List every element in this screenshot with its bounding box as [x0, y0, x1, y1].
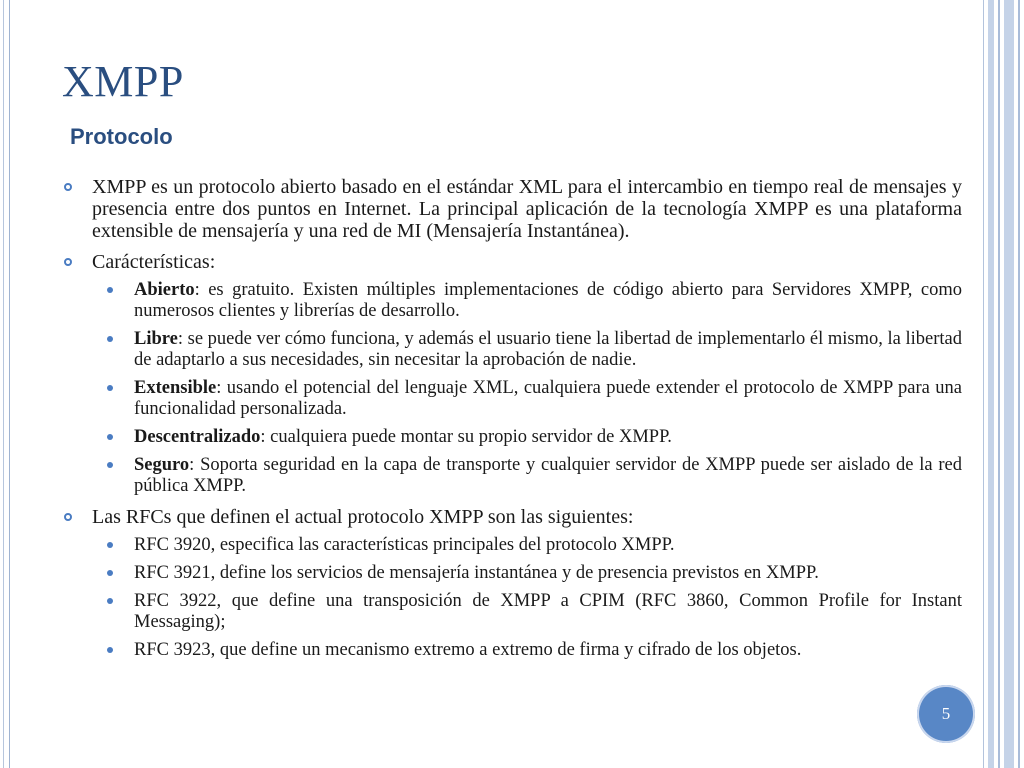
slide-title: XMPP: [62, 57, 184, 106]
sub-bullet-item: [64, 455, 962, 497]
circle-bullet-icon: [64, 258, 72, 266]
sub-bullet-text: : se puede ver cómo funciona, y además el usuario tiene la libertad de implementarlo él mismo, la libertad de adaptarlo a sus necesidades, sin necesitar la aprobación de nadie.: [134, 329, 962, 370]
sub-bullet-item: [64, 535, 962, 556]
circle-bullet-icon: [64, 513, 72, 521]
left-border: [0, 0, 10, 768]
sub-bullet-term: Extensible: [134, 378, 217, 398]
sub-bullet-text: : cualquiera puede montar su propio servidor de XMPP.: [260, 427, 672, 447]
sub-bullet-text: RFC 3921, define los servicios de mensajería instantánea y de presencia previstos en XMPP.: [134, 563, 819, 583]
sub-bullet-term: Descentralizado: [134, 427, 261, 447]
sub-bullet-term: Abierto: [134, 280, 195, 300]
bullet-text: Carácterísticas:: [92, 251, 216, 273]
sub-bullet-item: [64, 329, 962, 371]
sub-bullet-list: [92, 535, 962, 661]
sub-bullet-item: [64, 280, 962, 322]
dot-bullet-icon: [107, 570, 113, 576]
dot-bullet-icon: [107, 336, 113, 342]
sub-bullet-term: Libre: [134, 329, 178, 349]
sub-bullet-text: RFC 3923, que define un mecanismo extremo a extremo de firma y cifrado de los objetos.: [134, 640, 802, 660]
sub-bullet-item: [64, 563, 962, 584]
sub-bullet-item: [64, 591, 962, 633]
dot-bullet-icon: [107, 542, 113, 548]
sub-bullet-text: RFC 3920, especifica las características principales del protocolo XMPP.: [134, 535, 675, 555]
sub-bullet-item: [64, 427, 962, 448]
right-decoration-stripes: [980, 0, 1024, 768]
sub-bullet-item: [64, 640, 962, 661]
dot-bullet-icon: [107, 462, 113, 468]
bullet-list: [64, 176, 962, 670]
circle-bullet-icon: [64, 183, 72, 191]
sub-bullet-list: [92, 280, 962, 497]
sub-bullet-item: [64, 378, 962, 420]
dot-bullet-icon: [107, 647, 113, 653]
sub-bullet-text: : usando el potencial del lenguaje XML, cualquiera puede extender el protocolo de XMPP para una funcionalidad personalizada.: [134, 378, 962, 419]
sub-bullet-text: : es gratuito. Existen múltiples implementaciones de código abierto para Servidores XMPP, como numerosos clientes y librerías de desarrollo.: [134, 280, 962, 321]
dot-bullet-icon: [107, 598, 113, 604]
bullet-item: [64, 251, 962, 497]
bullet-text: Las RFCs que definen el actual protocolo XMPP son las siguientes:: [92, 506, 634, 528]
bullet-item: [64, 176, 962, 242]
dot-bullet-icon: [107, 434, 113, 440]
bullet-item: [64, 506, 962, 661]
slide-subtitle: Protocolo: [70, 124, 173, 149]
sub-bullet-text: RFC 3922, que define una transposición de XMPP a CPIM (RFC 3860, Common Profile for Instant Messaging);: [134, 591, 962, 632]
dot-bullet-icon: [107, 385, 113, 391]
sub-bullet-term: Seguro: [134, 455, 190, 475]
bullet-text: XMPP es un protocolo abierto basado en el estándar XML para el intercambio en tiempo real de mensajes y presencia entre dos puntos en Internet. La principal aplicación de la tecnología XMPP es una plataforma extensible de mensajería y una red de MI (Mensajería Instantánea).: [92, 176, 962, 242]
page-number-badge: 5: [917, 685, 975, 743]
dot-bullet-icon: [107, 287, 113, 293]
sub-bullet-text: : Soporta seguridad en la capa de transporte y cualquier servidor de XMPP puede ser aislado de la red pública XMPP.: [134, 455, 962, 496]
